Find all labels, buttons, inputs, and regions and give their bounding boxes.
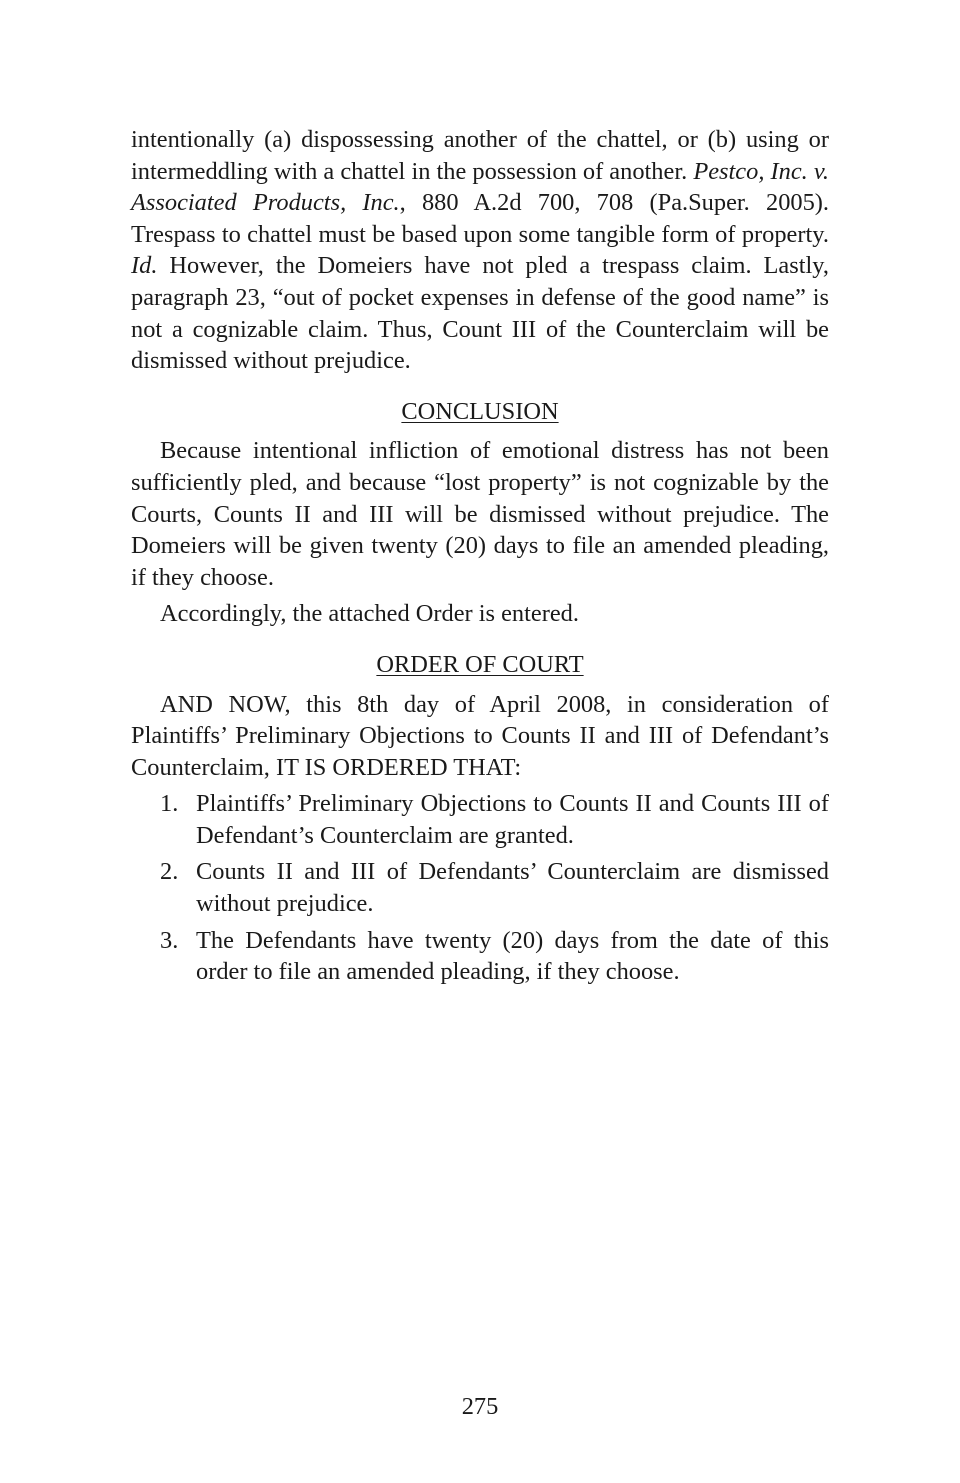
paragraph-conclusion: Because intentional infliction of emotional distress has not been sufficiently pled, and because “lost property” is not cognizable by the Courts, Counts II and III will be dismissed without prejudice. The Domeiers will be given twenty (20) days to file an amended pleading, if they choose. — [131, 437, 829, 591]
order-item-number: 1. — [160, 790, 179, 818]
order-item — [131, 925, 829, 988]
order-item — [131, 856, 829, 919]
citation-italic: Pestco, Inc. v. Associated Products, Inc. — [131, 157, 829, 217]
page-number: 275 — [461, 1393, 499, 1420]
order-item — [131, 788, 829, 851]
paragraph-accordingly: Accordingly, the attached Order is entered. — [160, 600, 579, 628]
text-run: However, the Domeiers have not pled a trespass claim. Lastly, paragraph 23, “out of pocket expenses in defense of the good name” is not a cognizable claim. Thus, Count III of the Counterclaim will be dismissed without prejudice. — [131, 252, 829, 375]
paragraph-trespass — [131, 124, 829, 377]
order-item-text: The Defendants have twenty (20) days from the date of this order to file an amended pleading, if they choose. — [196, 926, 829, 986]
text-run: intentionally (a) dispossessing another of the chattel, or (b) using or intermeddling with a chattel in the possession of another. — [131, 126, 829, 185]
paragraph-order: AND NOW, this 8th day of April 2008, in consideration of Plaintiffs’ Preliminary Objections to Counts II and III of Defendant’s Counterclaim, IT IS ORDERED THAT: — [131, 690, 829, 781]
document-body — [131, 124, 829, 993]
order-item-number: 3. — [160, 926, 179, 954]
order-item-text: Counts II and III of Defendants’ Counterclaim are dismissed without prejudice. — [196, 858, 829, 918]
citation-italic: Id. — [131, 252, 158, 280]
heading-conclusion: CONCLUSION — [401, 397, 559, 425]
order-item-text: Plaintiffs’ Preliminary Objections to Counts II and Counts III of Defendant’s Counterclaim are granted. — [196, 790, 829, 849]
text-run: , 880 A.2d 700, 708 (Pa.Super. 2005). Trespass to chattel must be based upon some tangible form of property. — [131, 189, 829, 248]
order-list — [131, 788, 829, 988]
heading-order-of-court: ORDER OF COURT — [376, 650, 584, 678]
order-item-number: 2. — [160, 858, 179, 886]
